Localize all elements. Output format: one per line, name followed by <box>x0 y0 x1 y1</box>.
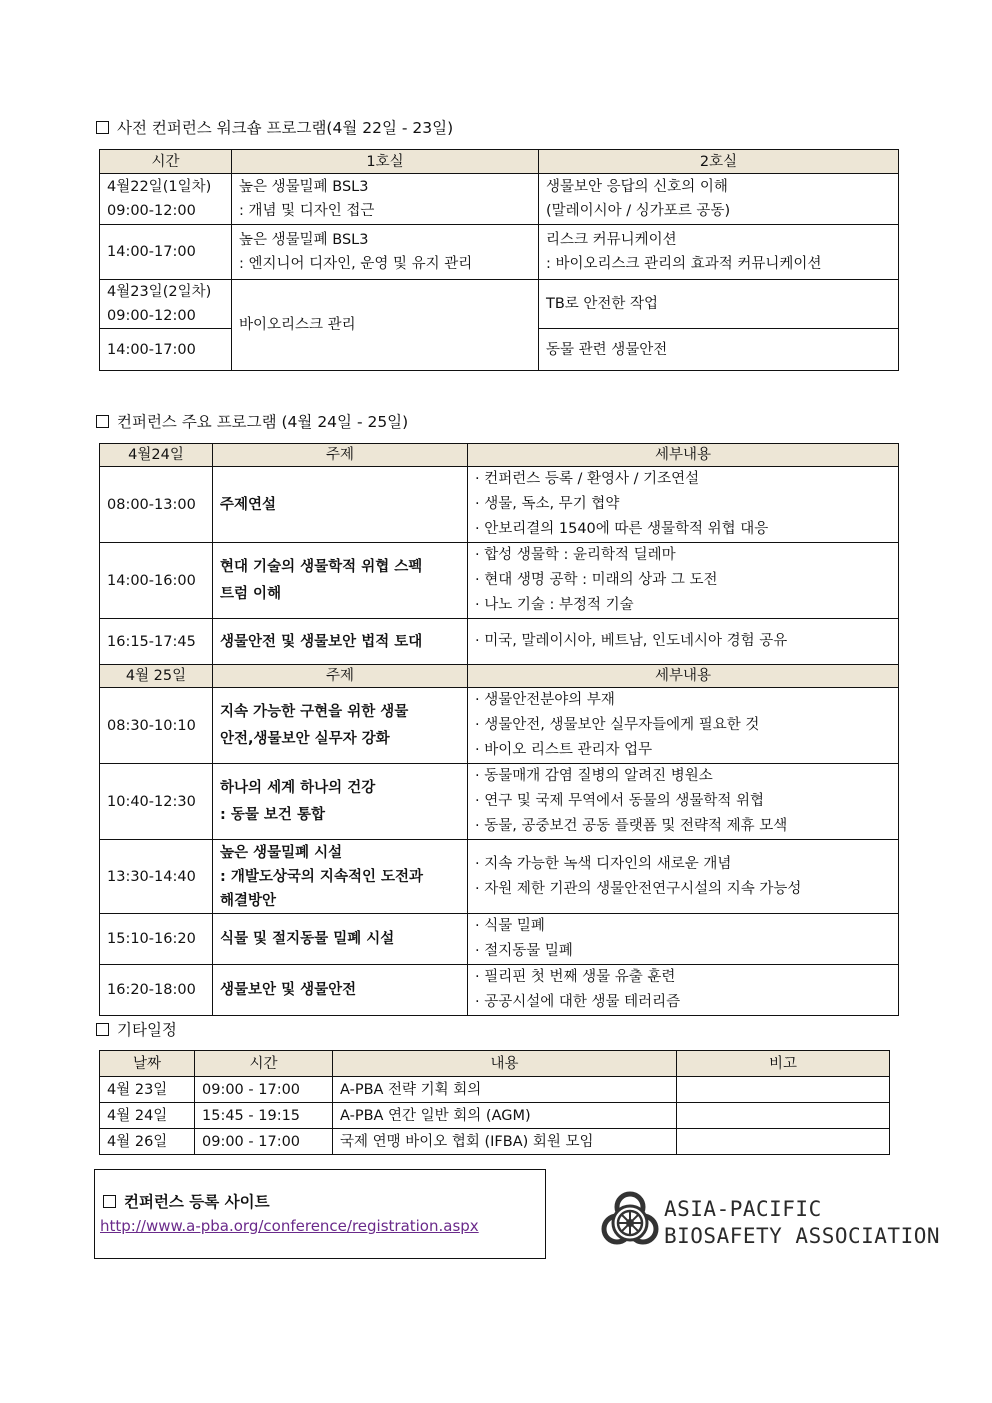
header-note: 비고 <box>677 1051 890 1077</box>
logo-text: ASIA-PACIFIC BIOSAFETY ASSOCIATION <box>664 1197 941 1248</box>
header-details: 세부내용 <box>468 444 899 467</box>
other-heading: 기타일정 <box>96 1018 177 1040</box>
table-row: 14:00-16:00 현대 기술의 생물학적 위협 스펙 트럼 이해 · 합성 생물학 : 윤리학적 딜레마 · 현대 생명 공학 : 미래의 상과 그 도전 · 나노 기술 : 부정적 기술 <box>100 543 899 619</box>
checkbox-icon <box>103 1195 116 1208</box>
header-day2: 4월 25일 <box>100 665 213 688</box>
table-row: 14:00-17:00 높은 생물밀폐 BSL3 : 엔지니어 디자인, 운영 및 유지 관리 리스크 커뮤니케이션 : 바이오리스크 관리의 효과적 커뮤니케이션 <box>100 225 899 280</box>
table-row: 16:15-17:45 생물안전 및 생물보안 법적 토대 · 미국, 말레이시아, 베트남, 인도네시아 경험 공유 <box>100 619 899 665</box>
checkbox-icon <box>96 121 109 134</box>
table-row: 15:10-16:20 식물 및 절지동물 밀폐 시설 · 식물 밀폐 · 절지동물 밀폐 <box>100 914 899 965</box>
table-row: 4월 26일 09:00 - 17:00 국제 연맹 바이오 협회 (IFBA) 회원 모임 <box>100 1129 890 1155</box>
registration-heading: 컨퍼런스 등록 사이트 <box>103 1190 270 1212</box>
table-row: 10:40-12:30 하나의 세계 하나의 건강 : 동물 보건 통합 · 동물매개 감염 질병의 알려진 병원소 · 연구 및 국제 무역에서 동물의 생물학적 위협 · 동물, 공중보건 공동 플랫폼 및 전략적 제휴 모색 <box>100 764 899 840</box>
table-row: 4월23일(2일차) 09:00-12:00 바이오리스크 관리 TB로 안전한 작업 <box>100 280 899 329</box>
header-details: 세부내용 <box>468 665 899 688</box>
main-program-table <box>99 443 899 1016</box>
table-row: 4월 24일 15:45 - 19:15 A-PBA 연간 일반 회의 (AGM) <box>100 1103 890 1129</box>
table-row: 13:30-14:40 높은 생물밀폐 시설 : 개발도상국의 지속적인 도전과 해결방안 · 지속 가능한 녹색 디자인의 새로운 개념 · 자원 제한 기관의 생물안전연구시설의 지속 가능성 <box>100 840 899 914</box>
header-day1: 4월24일 <box>100 444 213 467</box>
header-room2: 2호실 <box>539 150 899 174</box>
table-row: 4월22일(1일차) 09:00-12:00 높은 생물밀폐 BSL3 : 개념 및 디자인 접근 생물보안 응답의 신호의 이해 (말레이시아 / 싱가포르 공동) <box>100 174 899 225</box>
header-date: 날짜 <box>100 1051 195 1077</box>
biohazard-icon <box>600 1187 660 1253</box>
checkbox-icon <box>96 415 109 428</box>
table-row: 14:00-17:00 동물 관련 생물안전 <box>100 329 899 371</box>
header-topic: 주제 <box>213 665 468 688</box>
table-row: 16:20-18:00 생물보안 및 생물안전 · 필리핀 첫 번째 생물 유출 훈련 · 공공시설에 대한 생물 테러리즘 <box>100 965 899 1016</box>
registration-box <box>94 1169 546 1259</box>
workshop-heading: 사전 컨퍼런스 워크숍 프로그램(4월 22일 - 23일) <box>96 116 453 138</box>
header-topic: 주제 <box>213 444 468 467</box>
other-schedule-table <box>99 1050 890 1155</box>
table-row: 4월 23일 09:00 - 17:00 A-PBA 전략 기획 회의 <box>100 1077 890 1103</box>
table-row: 08:00-13:00 주제연설 · 컨퍼런스 등록 / 환영사 / 기조연설 · 생물, 독소, 무기 협약 · 안보리결의 1540에 따른 생물학적 위협 대응 <box>100 467 899 543</box>
header-time: 시간 <box>195 1051 333 1077</box>
header-room1: 1호실 <box>232 150 539 174</box>
table-row: 08:30-10:10 지속 가능한 구현을 위한 생물 안전,생물보안 실무자 강화 · 생물안전분야의 부재 · 생물안전, 생물보안 실무자들에게 필요한 것 · 바이오 리스트 관리자 업무 <box>100 688 899 764</box>
workshop-table <box>99 149 899 371</box>
header-time: 시간 <box>100 150 232 174</box>
header-content: 내용 <box>333 1051 677 1077</box>
checkbox-icon <box>96 1023 109 1036</box>
registration-link[interactable]: http://www.a-pba.org/conference/registration.aspx <box>100 1217 479 1235</box>
main-heading: 컨퍼런스 주요 프로그램 (4월 24일 - 25일) <box>96 410 408 432</box>
